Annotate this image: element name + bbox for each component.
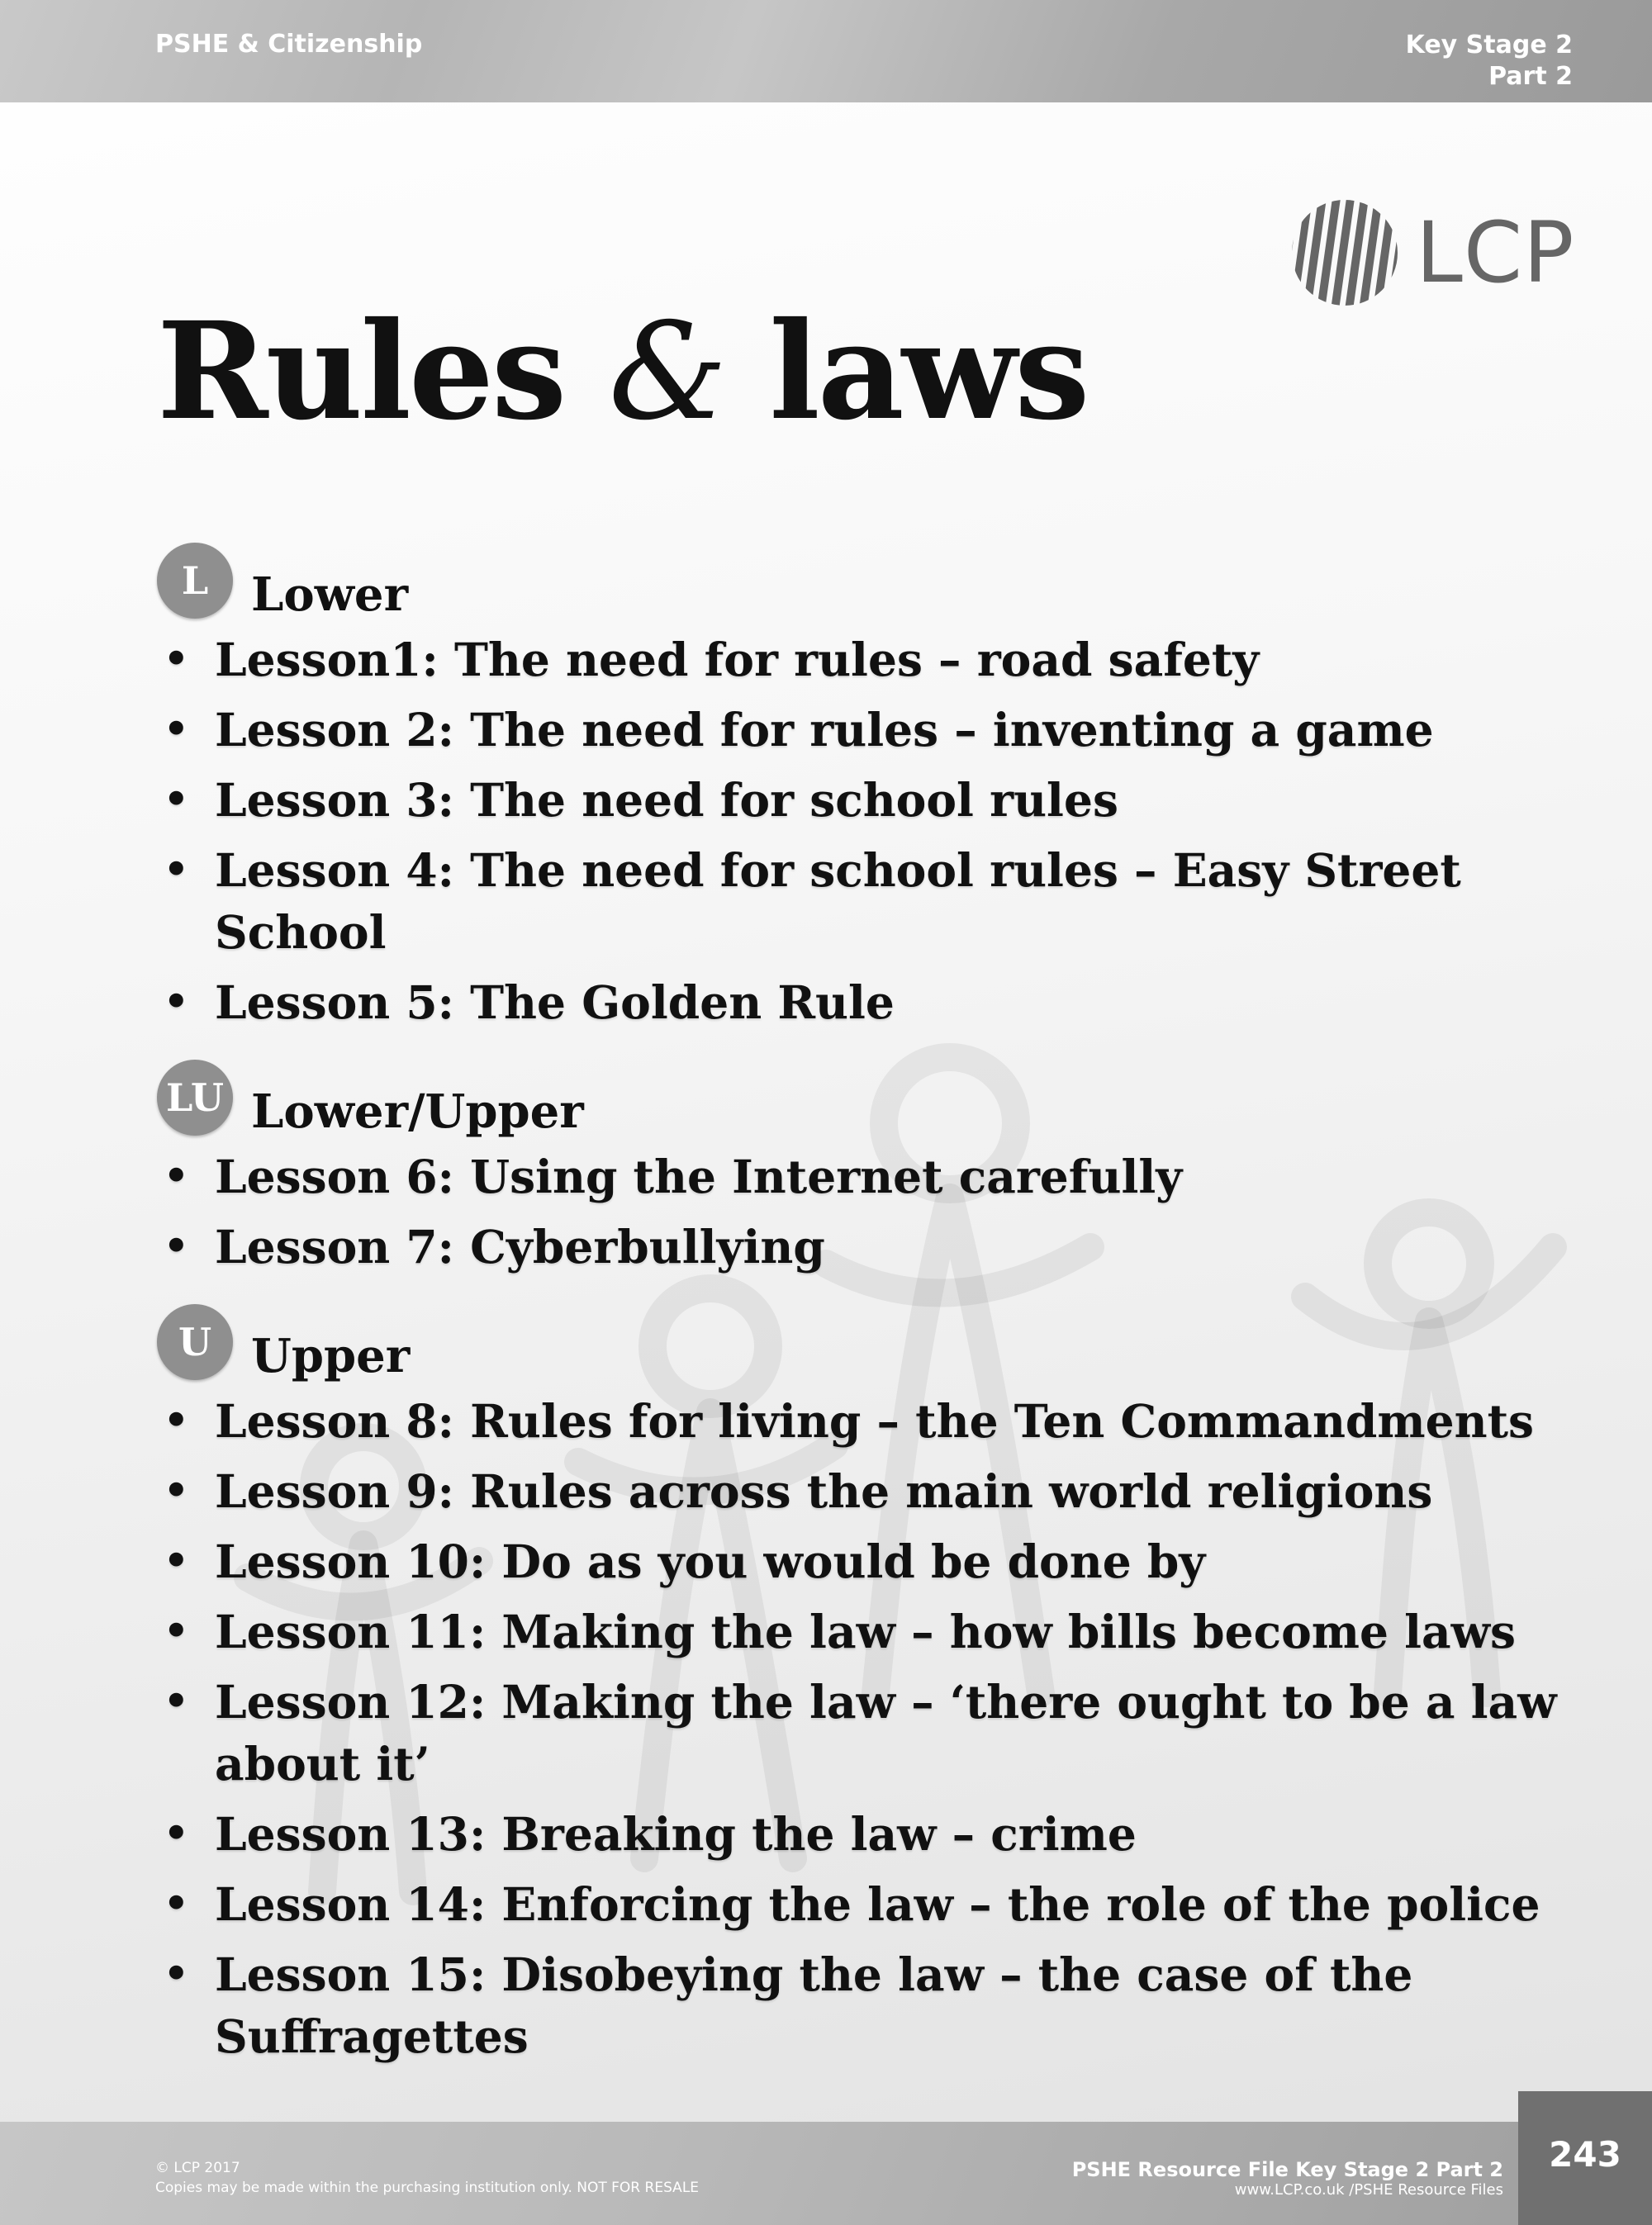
copyright-text: © LCP 2017 — [155, 2160, 240, 2176]
lesson-item: • Lesson 11: Making the law – how bills become laws — [157, 1601, 1611, 1663]
section-label: Upper — [251, 1329, 411, 1383]
lesson-item: • Lesson 8: Rules for living – the Ten Commandments — [157, 1390, 1611, 1452]
page-number: 243 — [1549, 2134, 1621, 2175]
logo-text: LCP — [1416, 204, 1575, 302]
resale-notice: Copies may be made within the purchasing institution only. NOT FOR RESALE — [155, 2180, 700, 2196]
lesson-item: • Lesson 2: The need for rules – inventing a game — [157, 699, 1611, 761]
key-stage-label — [1406, 30, 1573, 93]
lesson-list — [157, 541, 1611, 2092]
bullet-icon: • — [164, 636, 189, 682]
lesson-item: • Lesson 7: Cyberbullying — [157, 1216, 1611, 1278]
bullet-icon: • — [164, 776, 189, 823]
lcp-striped-circle-icon — [1290, 198, 1399, 307]
lesson-item: • Lesson 15: Disobeying the law – the case of the Suffragettes — [157, 1943, 1611, 2067]
lesson-item: • Lesson 5: The Golden Rule — [157, 971, 1611, 1033]
section-upper — [157, 1302, 1611, 2067]
bullet-icon: • — [164, 1153, 189, 1199]
level-badge: U — [157, 1304, 233, 1380]
subject-label: PSHE & Citizenship — [155, 30, 423, 59]
footer-band — [0, 2122, 1652, 2225]
level-badge: LU — [157, 1060, 233, 1136]
section-lower — [157, 541, 1611, 1033]
lesson-item: • Lesson 10: Do as you would be done by — [157, 1530, 1611, 1592]
bullet-icon: • — [164, 1881, 189, 1927]
section-header — [157, 1058, 1611, 1137]
section-header — [157, 1302, 1611, 1382]
section-label: Lower/Upper — [251, 1084, 584, 1139]
bullet-icon: • — [164, 1608, 189, 1654]
section-header — [157, 541, 1611, 620]
bullet-icon: • — [164, 1951, 189, 1997]
bullet-icon: • — [164, 1223, 189, 1269]
bullet-icon: • — [164, 1678, 189, 1724]
lesson-item: • Lesson 4: The need for school rules – Easy Street School — [157, 839, 1611, 963]
page-title — [157, 293, 1087, 451]
bullet-icon: • — [164, 1397, 189, 1444]
bullet-icon: • — [164, 847, 189, 893]
copyright-block — [155, 2158, 699, 2198]
bullet-icon: • — [164, 1468, 189, 1514]
title-ampersand: & — [608, 295, 725, 450]
lesson-item: • Lesson 9: Rules across the main world religions — [157, 1460, 1611, 1522]
title-laws: laws — [769, 293, 1088, 450]
lesson-item: • Lesson 6: Using the Internet carefully — [157, 1146, 1611, 1207]
lesson-item: • Lesson 12: Making the law – ‘there ought to be a law about it’ — [157, 1671, 1611, 1795]
lesson-item: • Lesson1: The need for rules – road safety — [157, 629, 1611, 690]
section-label: Lower — [251, 567, 409, 622]
header-band — [0, 0, 1652, 102]
bullet-icon: • — [164, 1810, 189, 1857]
key-stage: Key Stage 2 — [1405, 31, 1573, 59]
part-label: Part 2 — [1488, 62, 1573, 91]
lcp-logo — [1290, 198, 1576, 310]
bullet-icon: • — [164, 706, 189, 752]
resource-title: PSHE Resource File Key Stage 2 Part 2 — [1071, 2158, 1503, 2181]
lesson-item: • Lesson 14: Enforcing the law – the role of the police — [157, 1873, 1611, 1935]
section-lower-upper — [157, 1058, 1611, 1278]
lesson-item: • Lesson 3: The need for school rules — [157, 769, 1611, 831]
title-rules: Rules — [157, 293, 565, 450]
bullet-icon: • — [164, 979, 189, 1025]
level-badge: L — [157, 543, 233, 619]
resource-info — [1072, 2158, 1503, 2199]
bullet-icon: • — [164, 1538, 189, 1584]
page-number-box — [1518, 2091, 1652, 2225]
website-text: www.LCP.co.uk /PSHE Resource Files — [1234, 2181, 1503, 2199]
lesson-item: • Lesson 13: Breaking the law – crime — [157, 1803, 1611, 1865]
